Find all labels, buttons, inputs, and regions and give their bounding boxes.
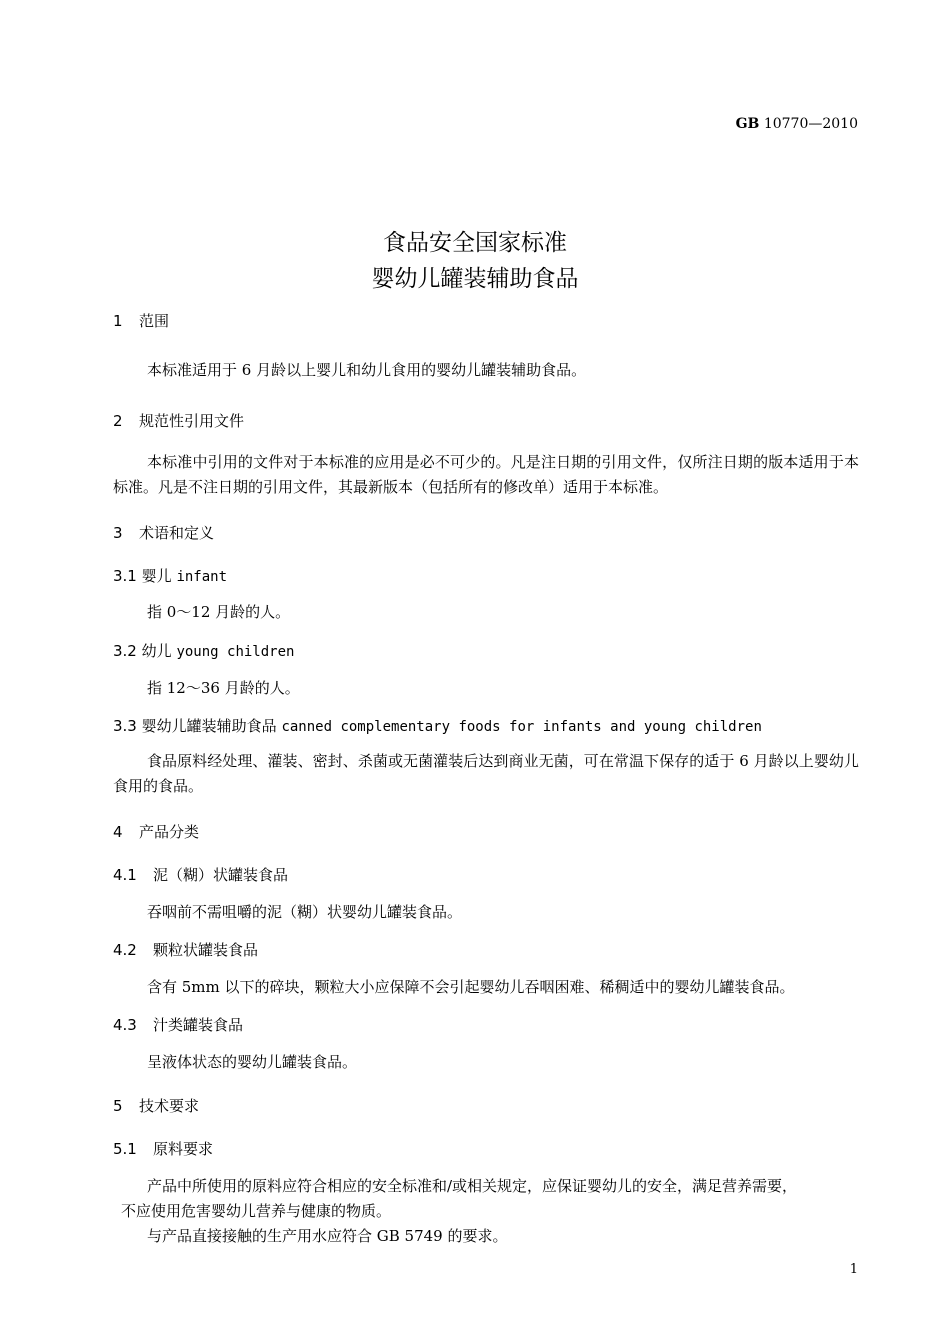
class-4-3-text: 呈液体状态的婴幼儿罐装食品。 xyxy=(147,1053,358,1071)
section-3-number: 3 xyxy=(113,524,123,542)
term-3-2-english: young children xyxy=(176,644,295,660)
term-3-2-number: 3.2 xyxy=(113,642,137,660)
term-3-2-definition: 指 12～36 月龄的人。 xyxy=(147,679,300,697)
class-4-3-number: 4.3 xyxy=(113,1016,137,1034)
term-3-3-term: 婴幼儿罐装辅助食品 xyxy=(141,717,277,735)
class-4-2-text: 含有 5mm 以下的碎块，颗粒大小应保障不会引起婴幼儿吞咽困难、稀稠适中的婴幼儿罐装食品。 xyxy=(147,978,795,996)
term-3-3-definition: 食品原料经处理、灌装、密封、杀菌或无菌灌装后达到商业无菌，可在常温下保存的适于 6 月龄以上婴幼儿食用的食品。 xyxy=(113,752,859,795)
req-5-1-number: 5.1 xyxy=(113,1140,137,1158)
class-4-1-number: 4.1 xyxy=(113,866,137,884)
req-5-1-paragraph-2: 与产品直接接触的生产用水应符合 GB 5749 的要求。 xyxy=(147,1227,508,1245)
section-1-text: 本标准适用于 6 月龄以上婴儿和幼儿食用的婴幼儿罐装辅助食品。 xyxy=(147,361,587,379)
section-1-heading xyxy=(113,310,169,331)
section-5-title: 技术要求 xyxy=(139,1097,200,1115)
req-5-1-paragraph-1: 产品中所使用的原料应符合相应的安全标准和/或相关规定，应保证婴幼儿的安全，满足营养需要， xyxy=(147,1177,798,1195)
section-2-title: 规范性引用文件 xyxy=(139,412,245,430)
term-3-3-heading xyxy=(113,715,762,736)
term-3-1-english: infant xyxy=(176,569,228,585)
req-5-1-title: 原料要求 xyxy=(153,1140,214,1158)
standard-code: 10770—2010 xyxy=(763,116,858,132)
page-number: 1 xyxy=(849,1262,858,1277)
class-4-1-heading xyxy=(113,864,288,885)
section-2-text: 本标准中引用的文件对于本标准的应用是必不可少的。凡是注日期的引用文件，仅所注日期的版本适用于本标准。凡是不注日期的引用文件，其最新版本（包括所有的修改单）适用于本标准。 xyxy=(113,453,859,496)
section-4-number: 4 xyxy=(113,823,123,841)
term-3-3-english: canned complementary foods for infants and young children xyxy=(281,719,762,735)
term-3-2-heading xyxy=(113,640,294,661)
title-line-2: 婴幼儿罐装辅助食品 xyxy=(371,266,579,292)
section-4-heading xyxy=(113,821,199,842)
term-3-1-heading xyxy=(113,565,227,586)
title-line-1: 食品安全国家标准 xyxy=(383,230,567,256)
req-5-1-paragraph-1-continued: 不应使用危害婴幼儿营养与健康的物质。 xyxy=(121,1202,392,1220)
term-3-1-term: 婴儿 xyxy=(141,567,172,585)
class-4-1-text: 吞咽前不需咀嚼的泥（糊）状婴幼儿罐装食品。 xyxy=(147,903,463,921)
term-3-1-definition: 指 0～12 月龄的人。 xyxy=(147,603,291,621)
section-2-number: 2 xyxy=(113,412,123,430)
section-1-title: 范围 xyxy=(139,312,170,330)
term-3-3-number: 3.3 xyxy=(113,717,137,735)
class-4-3-title: 汁类罐装食品 xyxy=(153,1016,244,1034)
section-4-title: 产品分类 xyxy=(139,823,200,841)
standard-prefix: GB xyxy=(735,116,760,132)
section-2-heading xyxy=(113,410,244,431)
term-3-1-number: 3.1 xyxy=(113,567,137,585)
term-3-2-term: 幼儿 xyxy=(141,642,172,660)
class-4-2-number: 4.2 xyxy=(113,941,137,959)
section-3-title: 术语和定义 xyxy=(139,524,215,542)
req-5-1-heading xyxy=(113,1138,213,1159)
section-5-heading xyxy=(113,1095,199,1116)
section-3-heading xyxy=(113,522,214,543)
section-5-number: 5 xyxy=(113,1097,123,1115)
section-1-number: 1 xyxy=(113,312,123,330)
class-4-3-heading xyxy=(113,1014,243,1035)
class-4-2-title: 颗粒状罐装食品 xyxy=(153,941,259,959)
class-4-2-heading xyxy=(113,939,258,960)
standard-number xyxy=(736,116,858,132)
class-4-1-title: 泥（糊）状罐装食品 xyxy=(153,866,289,884)
